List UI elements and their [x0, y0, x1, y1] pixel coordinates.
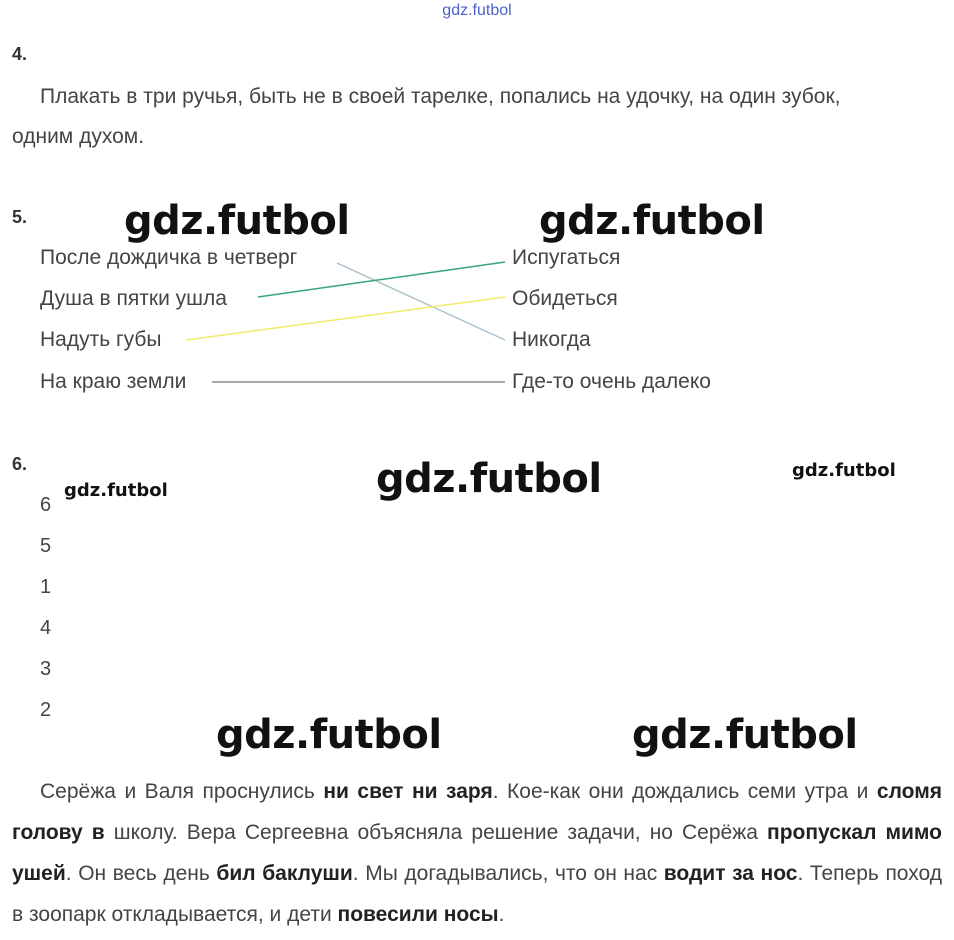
watermark: gdz.futbol	[64, 480, 168, 501]
idiom: пропускал мимо ушей	[12, 821, 942, 885]
watermark: gdz.futbol	[632, 712, 858, 758]
left-item-4: На краю земли	[40, 370, 187, 393]
story-text: . Он весь день	[65, 862, 217, 885]
digit-5: 3	[40, 658, 52, 680]
story-text: Серёжа и Валя проснулись	[40, 780, 324, 803]
digit-3: 1	[40, 576, 52, 598]
digit-6: 2	[40, 699, 52, 721]
watermark: gdz.futbol	[124, 198, 350, 244]
digit-1: 6	[40, 494, 52, 516]
left-item-1: После дождичка в четверг	[40, 246, 298, 269]
left-item-3: Надуть губы	[40, 328, 162, 351]
idiom: повесили носы	[337, 903, 499, 926]
watermark: gdz.futbol	[792, 460, 896, 481]
watermark: gdz.futbol	[539, 198, 765, 244]
watermark: gdz.futbol	[376, 456, 602, 502]
story-text: . Кое-как они дождались семи утра и	[492, 780, 877, 803]
task-6-number: 6.	[12, 454, 28, 474]
story-text: . Теперь поход в зоопарк откладывается, и дети	[12, 862, 942, 926]
right-item-3: Никогда	[512, 328, 591, 351]
watermark: gdz.futbol	[216, 712, 442, 758]
story-paragraph	[12, 771, 942, 935]
task-4-line-2: одним духом.	[12, 125, 145, 148]
right-item-2: Обидеться	[512, 287, 618, 310]
idiom: сломя голову в	[12, 780, 942, 844]
story-text: .	[498, 903, 505, 926]
task-4-number: 4.	[12, 44, 28, 64]
task-4-line-1: Плакать в три ручья, быть не в своей тарелке, попались на удочку, на один зубок,	[40, 85, 841, 108]
story-text: . Мы догадывались, что он нас	[352, 862, 664, 885]
right-item-1: Испугаться	[512, 246, 621, 269]
idiom: водит за нос	[663, 862, 798, 885]
task-5-number: 5.	[12, 207, 28, 227]
watermark-top: gdz.futbol	[442, 2, 512, 19]
idiom: бил баклуши	[216, 862, 353, 885]
digit-4: 4	[40, 617, 52, 639]
right-item-4: Где-то очень далеко	[512, 370, 711, 393]
left-item-2: Душа в пятки ушла	[40, 287, 227, 310]
digit-2: 5	[40, 535, 52, 557]
idiom: ни свет ни заря	[323, 780, 493, 803]
story-text: школу. Вера Сергеевна объясняла решение задачи, но Серёжа	[104, 821, 768, 844]
